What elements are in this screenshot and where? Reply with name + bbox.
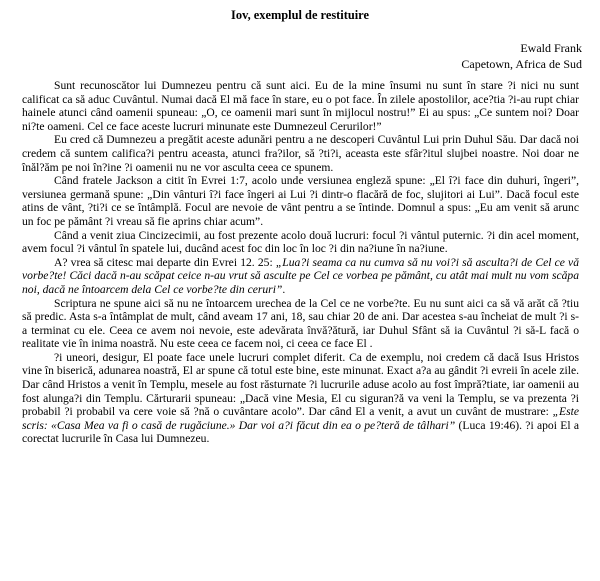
paragraph-text: ?i uneori, desigur, El poate face unele lucruri complet diferit. Ca de exemplu, noi credem că dacă Isus Hristos vine în biserică, adunarea noastră, El ar spune că totul este bine, este minunat. Exact a?a au gândit ?i evreii în acele zile. Dar când Hristos a venit în Templu, mesele au fost răsturnate ?i lucrurile aduse acolo au fost împră?tiate, iar oamenii au fost alunga?i din Templu. Cărturarii spuneau: „Dacă vine Mesia, El cu siguran?ă va veni la Templu, se va prezenta ?i probabil ?i probabil va cere voie să ?nă o cuvântare acolo”. Dar când El a venit, a avut un cuvânt de mustrare:: [22, 350, 579, 419]
paragraph: [22, 229, 579, 256]
paragraph-text: Sunt recunoscător lui Dumnezeu pentru că sunt aici. Eu de la mine însumi nu sunt în stare ?i nici nu sunt calificat ca să aduc Cuvântul. Numai dacă El mă face în stare, eu o pot face. În zilele apostolilor, ace?tia ?i-au rupt chiar hainele atunci când oamenii spuneau: „O, ce oamenii mari sunt în mijlocul nostru!” Ei au spus: „Ce suntem noi? Doar ni?te oameni. Cel ce face aceste lucruri minunate este Dumnezeul Cerurilor!”: [22, 79, 579, 133]
paragraph: [22, 297, 579, 351]
document-body: [22, 79, 579, 446]
paragraph-text: Când fratele Jackson a citit în Evrei 1:7, acolo unde versiunea engleză spune: „El î?i face din duhuri, îngeri”, versiunea germană spune: „Din vânturi î?i face îngeri ai Lui ?i dintr-o flacără de foc, slujitori ai Lui”. Dacă focul este atins de vânt, ?ti?i ce se întâmplă. Focul are nevoie de vânt pentru a se întinde. Domnul a spus: „Eu am venit să arunc un foc pe pământ ?i vreau să fie aprins chiar acum”.: [22, 174, 579, 228]
paragraph: [22, 174, 579, 228]
paragraph-text: Când a venit ziua Cincizecimii, au fost prezente acolo două lucruri: focul ?i vântul puternic. ?i din acel moment, avem focul ?i vântul în spatele lui, ducând acest foc din loc în loc ?i din na?iune în na?iune.: [22, 228, 579, 256]
author-block: [461, 40, 582, 72]
paragraph-text: Eu cred că Dumnezeu a pregătit aceste adunări pentru a ne descoperi Cuvântul Lui prin Duhul Său. Dar dacă noi credem că suntem califica?i pentru aceasta, atunci fra?ilor, să ?ti?i, aceasta este sfâr?itul slujbei noastre. Noi doar ne înăl?ăm pe noi în?ine ?i oamenii nu ne vor asculta ceea ce spunem.: [22, 133, 579, 174]
paragraph-text: Scriptura ne spune aici să nu ne întoarcem urechea de la Cel ce ne vorbe?te. Eu nu sunt aici ca să vă arăt că ?tiu să predic. Asta s-a întâmplat de mult, când aveam 17 ani, 18, sau chiar 20 de ani. Dar acestea s-au încheiat de mult ?i s-a terminat cu ele. Ceea ce avem noi nevoie, este adevărata învă?ătură, iar Duhul Sfânt să ia Cuvântul ?i să-L facă o realitate vie în inima noastră. Nu este ceea ce facem noi, ci ceea ce face El .: [22, 296, 579, 351]
paragraph: [22, 133, 579, 174]
paragraph: [22, 79, 579, 133]
paragraph: [22, 351, 579, 446]
document-title: Iov, exemplul de restituire: [231, 8, 369, 22]
paragraph-text: .: [282, 282, 286, 296]
scripture-quote: „Lua?i seama ca nu cumva să nu voi?i să asculta?i de Cel ce vă vorbe?te! Căci dacă n-au scăpat ceice n-au vrut să asculte pe Cel ce vorbea pe pământ, cu atât mai mult nu vom scăpa noi, dacă ne întoarcem dela Cel ce vorbe?te din ceruri”: [22, 255, 579, 296]
paragraph: [22, 256, 579, 297]
author-location: Capetown, Africa de Sud: [461, 57, 582, 71]
paragraph-text: (Luca 19:46). ?i apoi El a corectat lucrurile în Casa lui Dumnezeu.: [22, 418, 579, 446]
paragraph-text: A? vrea să citesc mai departe din Evrei 12. 25:: [54, 255, 276, 269]
author-name: Ewald Frank: [520, 41, 582, 55]
scripture-quote: „Este scris: «Casa Mea va fi o casă de rugăciune.» Dar voi a?i făcut din ea o pe?teră de tâlhari”: [22, 405, 579, 432]
